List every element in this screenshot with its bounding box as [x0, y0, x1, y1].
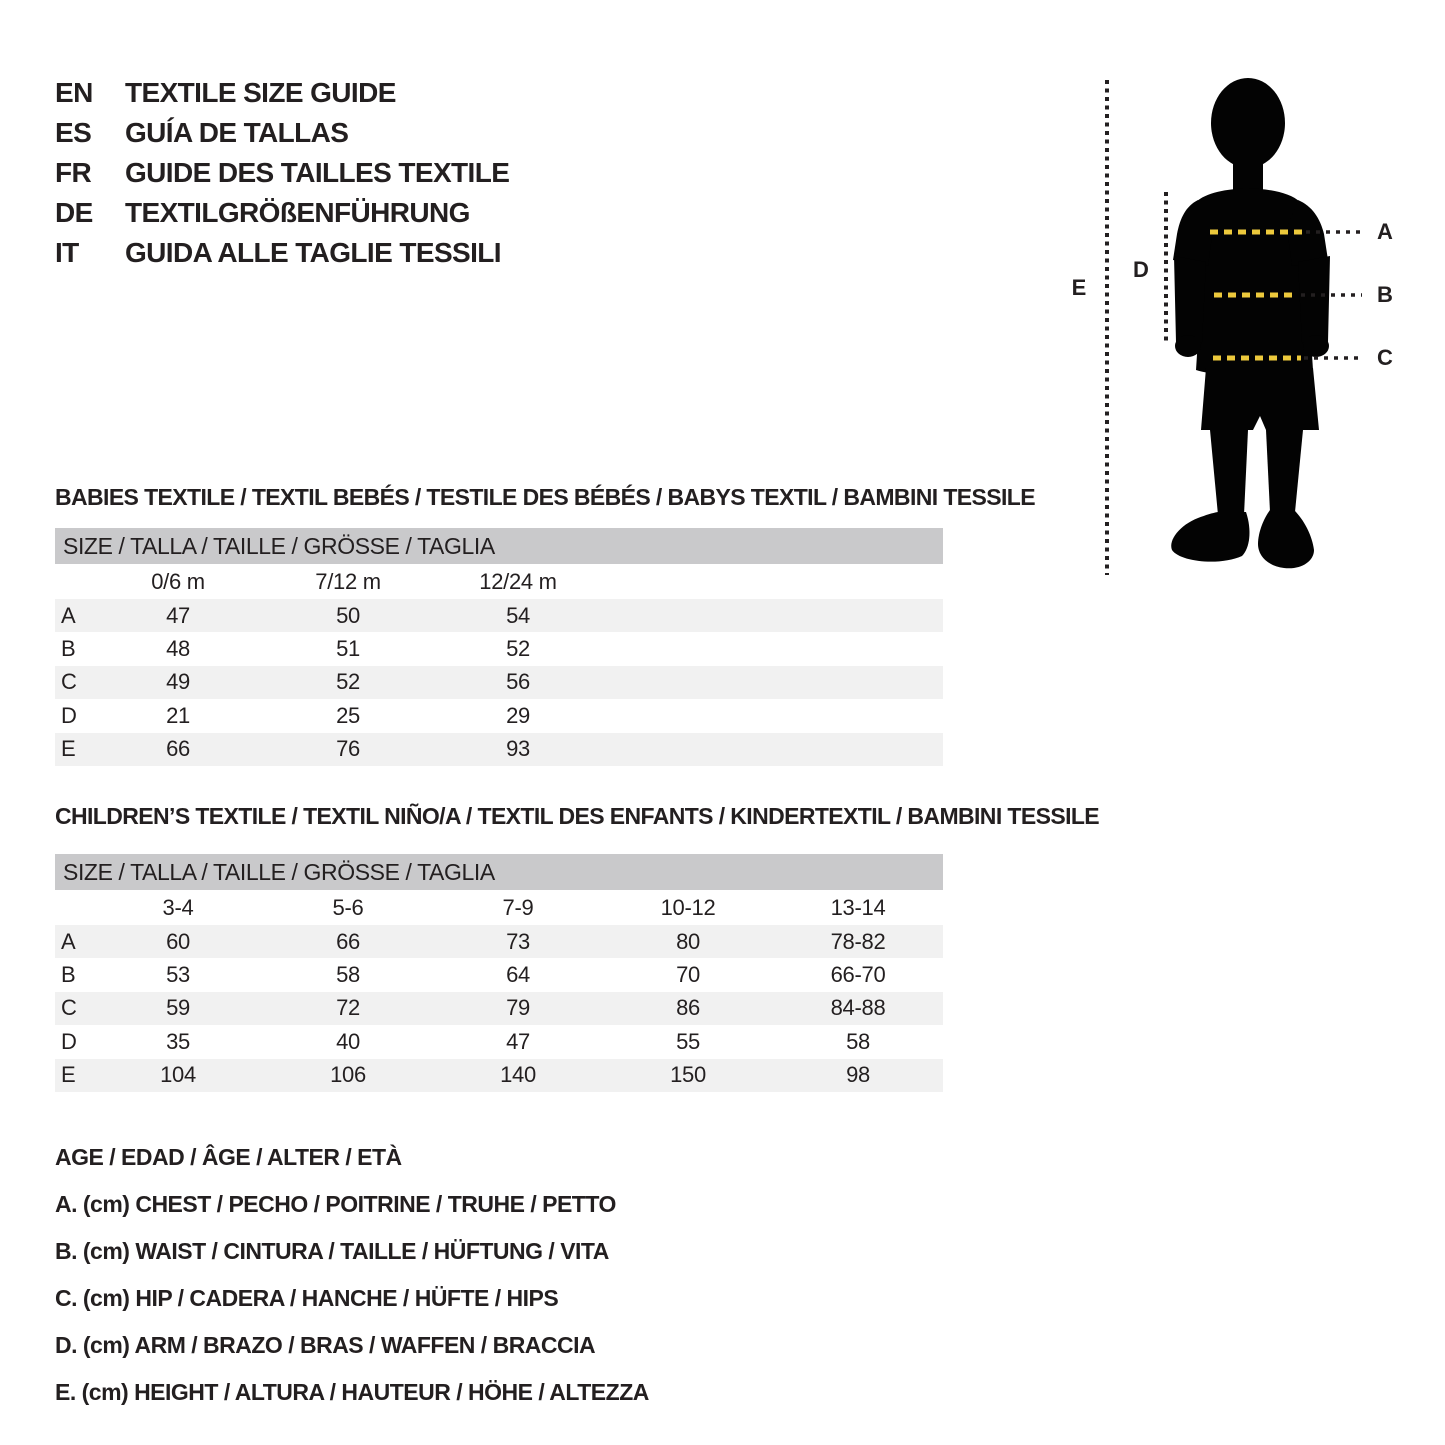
column-header: 0/6 m	[151, 568, 205, 594]
figure-label-arm: D	[1133, 257, 1149, 282]
table-row	[55, 1025, 943, 1058]
size-value: 66	[336, 928, 360, 954]
size-value: 50	[336, 602, 360, 628]
size-value: 78-82	[830, 928, 886, 954]
row-label: B	[61, 962, 76, 988]
babies-size-header: SIZE / TALLA / TAILLE / GRÖSSE / TAGLIA	[55, 528, 943, 564]
figure-label-hip: C	[1377, 345, 1393, 370]
size-value: 49	[166, 669, 190, 695]
size-value: 52	[336, 669, 360, 695]
table-row	[55, 699, 943, 732]
language-code: IT	[55, 237, 79, 268]
size-value: 104	[160, 1062, 196, 1088]
language-code: ES	[55, 117, 92, 148]
table-row	[55, 632, 943, 665]
babies-section-title: BABIES TEXTILE / TEXTIL BEBÉS / TESTILE DES BÉBÉS / BABYS TEXTIL / BAMBINI TESSILE	[55, 484, 1035, 510]
row-label: C	[61, 995, 77, 1021]
table-row	[55, 1059, 943, 1092]
children-size-table	[55, 890, 943, 1092]
column-header-row	[55, 564, 943, 599]
size-value: 54	[506, 602, 530, 628]
column-header: 7-9	[502, 894, 534, 920]
figure-label-waist: B	[1377, 282, 1393, 307]
column-header: 10-12	[660, 894, 716, 920]
size-value: 66	[166, 736, 190, 762]
column-header: 7/12 m	[315, 568, 381, 594]
row-label: D	[61, 702, 77, 728]
table-row	[55, 992, 943, 1025]
language-code: FR	[55, 157, 92, 188]
table-row	[55, 733, 943, 766]
size-value: 58	[846, 1028, 870, 1054]
language-title: GUIDE DES TAILLES TEXTILE	[125, 157, 510, 188]
row-label: E	[61, 736, 76, 762]
figure-label-chest: A	[1377, 219, 1393, 244]
language-title: TEXTILGRÖßENFÜHRUNG	[125, 197, 470, 228]
size-value: 52	[506, 636, 530, 662]
legend-line: D. (cm) ARM / BRAZO / BRAS / WAFFEN / BRACCIA	[55, 1332, 596, 1358]
row-label: A	[61, 602, 76, 628]
language-row	[55, 113, 509, 153]
language-code: EN	[55, 77, 93, 108]
size-value: 35	[166, 1028, 190, 1054]
size-value: 47	[506, 1028, 530, 1054]
row-label: B	[61, 636, 76, 662]
table-row	[55, 925, 943, 958]
measurement-legend	[55, 1134, 649, 1416]
table-row	[55, 958, 943, 991]
table-row	[55, 666, 943, 699]
size-value: 86	[676, 995, 700, 1021]
size-value: 76	[336, 736, 360, 762]
size-value: 80	[676, 928, 700, 954]
size-value: 84-88	[830, 995, 886, 1021]
column-header: 13-14	[830, 894, 886, 920]
column-header: 12/24 m	[479, 568, 557, 594]
figure-label-height: E	[1071, 275, 1087, 300]
child-silhouette-figure	[1040, 60, 1400, 590]
legend-line: A. (cm) CHEST / PECHO / POITRINE / TRUHE / PETTO	[55, 1191, 616, 1217]
language-title: GUÍA DE TALLAS	[125, 117, 349, 148]
column-header: 5-6	[332, 894, 364, 920]
language-title-list	[55, 73, 509, 273]
size-value: 21	[166, 702, 190, 728]
language-row	[55, 193, 509, 233]
size-value: 25	[336, 702, 360, 728]
language-title: GUIDA ALLE TAGLIE TESSILI	[125, 237, 501, 268]
size-value: 56	[506, 669, 530, 695]
row-label: A	[61, 928, 76, 954]
size-value: 53	[166, 962, 190, 988]
size-value: 48	[166, 636, 190, 662]
children-section-title: CHILDREN’S TEXTILE / TEXTIL NIÑO/A / TEXTIL DES ENFANTS / KINDERTEXTIL / BAMBINI TESSILE	[55, 803, 1100, 829]
size-value: 106	[330, 1062, 366, 1088]
row-label: C	[61, 669, 77, 695]
table-row	[55, 599, 943, 632]
size-value: 140	[500, 1062, 536, 1088]
size-value: 73	[506, 928, 530, 954]
size-value: 58	[336, 962, 360, 988]
size-value: 98	[846, 1062, 870, 1088]
legend-line: E. (cm) HEIGHT / ALTURA / HAUTEUR / HÖHE / ALTEZZA	[55, 1379, 649, 1405]
column-header: 3-4	[162, 894, 194, 920]
size-value: 40	[336, 1028, 360, 1054]
column-header-row	[55, 890, 943, 925]
size-value: 64	[506, 962, 530, 988]
size-value: 70	[676, 962, 700, 988]
language-code: DE	[55, 197, 93, 228]
size-value: 150	[670, 1062, 706, 1088]
children-size-header: SIZE / TALLA / TAILLE / GRÖSSE / TAGLIA	[55, 854, 943, 890]
legend-line: B. (cm) WAIST / CINTURA / TAILLE / HÜFTUNG / VITA	[55, 1238, 609, 1264]
legend-line: C. (cm) HIP / CADERA / HANCHE / HÜFTE / HIPS	[55, 1285, 559, 1311]
row-label: D	[61, 1028, 77, 1054]
size-value: 72	[336, 995, 360, 1021]
language-row	[55, 233, 509, 273]
size-value: 93	[506, 736, 530, 762]
size-value: 51	[336, 636, 360, 662]
size-value: 60	[166, 928, 190, 954]
babies-size-table	[55, 564, 943, 766]
row-label: E	[61, 1062, 76, 1088]
language-row	[55, 153, 509, 193]
language-row	[55, 73, 509, 113]
child-silhouette	[1171, 78, 1330, 568]
size-value: 47	[166, 602, 190, 628]
size-value: 55	[676, 1028, 700, 1054]
size-value: 66-70	[830, 962, 886, 988]
language-title: TEXTILE SIZE GUIDE	[125, 77, 396, 108]
size-value: 29	[506, 702, 530, 728]
size-value: 59	[166, 995, 190, 1021]
legend-line: AGE / EDAD / ÂGE / ALTER / ETÀ	[55, 1144, 402, 1170]
size-value: 79	[506, 995, 530, 1021]
